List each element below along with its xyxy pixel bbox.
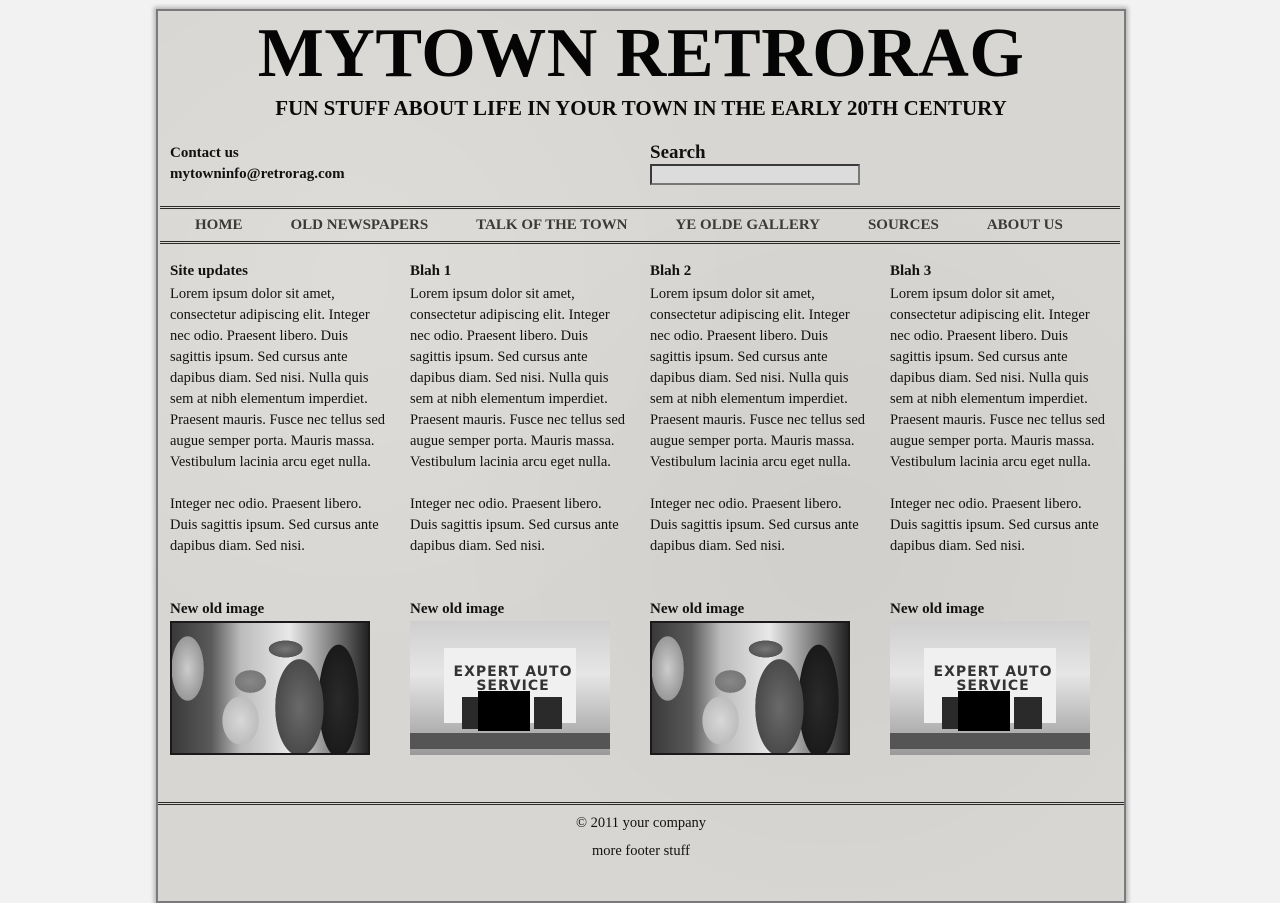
contact-email-link[interactable]: mytowninfo@retrorag.com — [170, 166, 345, 182]
store-interior-photo — [170, 621, 370, 755]
column-blah-1 — [410, 261, 630, 755]
expert-auto-service-photo — [410, 621, 610, 755]
contact-label: Contact us — [170, 145, 239, 161]
image-heading: New old image — [650, 601, 745, 617]
site-title: MYTOWN RETRORAG — [257, 15, 1025, 92]
content-columns — [170, 261, 1130, 755]
column-heading: Blah 3 — [890, 263, 932, 279]
column-paragraph: Lorem ipsum dolor sit amet, consectetur adipiscing elit. Integer nec odio. Praesent libero. Duis sagittis ipsum. Sed cursus ante dapibus diam. Sed nisi. Nulla quis sem at nibh elementum imperdiet. Praesent mauris. Fusce nec tellus sed augue semper porta. Mauris massa. Vestibulum lacinia arcu eget nulla. — [410, 286, 626, 470]
footer-extra: more footer stuff — [592, 843, 690, 859]
nav-item-about-us[interactable]: ABOUT US — [986, 216, 1063, 233]
footer-copyright: © 2011 your company — [575, 815, 707, 831]
column-paragraph: Lorem ipsum dolor sit amet, consectetur adipiscing elit. Integer nec odio. Praesent libero. Duis sagittis ipsum. Sed cursus ante dapibus diam. Sed nisi. Nulla quis sem at nibh elementum imperdiet. Praesent mauris. Fusce nec tellus sed augue semper porta. Mauris massa. Vestibulum lacinia arcu eget nulla. — [170, 286, 386, 470]
column-heading: Blah 1 — [410, 263, 452, 279]
nav-item-home[interactable]: HOME — [195, 216, 243, 233]
column-paragraph: Integer nec odio. Praesent libero. Duis sagittis ipsum. Sed cursus ante dapibus diam. Sed nisi. — [170, 496, 379, 554]
column-heading: Blah 2 — [650, 263, 692, 279]
column-blah-3 — [890, 261, 1110, 755]
column-paragraph: Integer nec odio. Praesent libero. Duis sagittis ipsum. Sed cursus ante dapibus diam. Sed nisi. — [650, 496, 859, 554]
expert-auto-service-photo — [890, 621, 1090, 755]
nav-item-sources[interactable]: SOURCES — [867, 216, 939, 233]
image-heading: New old image — [410, 601, 505, 617]
image-heading: New old image — [170, 601, 265, 617]
nav-item-old-newspapers[interactable]: OLD NEWSPAPERS — [290, 216, 429, 233]
column-blah-2 — [650, 261, 870, 755]
image-heading: New old image — [890, 601, 985, 617]
column-paragraph: Integer nec odio. Praesent libero. Duis sagittis ipsum. Sed cursus ante dapibus diam. Sed nisi. — [410, 496, 619, 554]
column-site-updates — [170, 261, 390, 755]
site-tagline: FUN STUFF ABOUT LIFE IN YOUR TOWN IN THE EARLY 20TH CENTURY — [275, 96, 1007, 120]
nav-item-ye-olde-gallery[interactable]: YE OLDE GALLERY — [675, 216, 820, 233]
search-input[interactable] — [650, 164, 860, 185]
search-block — [650, 142, 860, 185]
photo-sign-text: EXPERT AUTO SERVICE — [453, 664, 573, 694]
column-heading: Site updates — [170, 263, 248, 279]
nav-item-talk-of-the-town[interactable]: TALK OF THE TOWN — [476, 216, 628, 233]
store-interior-photo — [650, 621, 850, 755]
footer — [158, 802, 1124, 865]
main-nav — [160, 206, 1120, 244]
page-container — [156, 9, 1126, 903]
search-label: Search — [650, 142, 706, 163]
column-paragraph: Lorem ipsum dolor sit amet, consectetur adipiscing elit. Integer nec odio. Praesent libero. Duis sagittis ipsum. Sed cursus ante dapibus diam. Sed nisi. Nulla quis sem at nibh elementum imperdiet. Praesent mauris. Fusce nec tellus sed augue semper porta. Mauris massa. Vestibulum lacinia arcu eget nulla. — [890, 286, 1106, 470]
photo-sign-text: EXPERT AUTO SERVICE — [933, 664, 1053, 694]
column-paragraph: Lorem ipsum dolor sit amet, consectetur adipiscing elit. Integer nec odio. Praesent libero. Duis sagittis ipsum. Sed cursus ante dapibus diam. Sed nisi. Nulla quis sem at nibh elementum imperdiet. Praesent mauris. Fusce nec tellus sed augue semper porta. Mauris massa. Vestibulum lacinia arcu eget nulla. — [650, 286, 866, 470]
column-paragraph: Integer nec odio. Praesent libero. Duis sagittis ipsum. Sed cursus ante dapibus diam. Sed nisi. — [890, 496, 1099, 554]
contact-block — [170, 143, 345, 185]
